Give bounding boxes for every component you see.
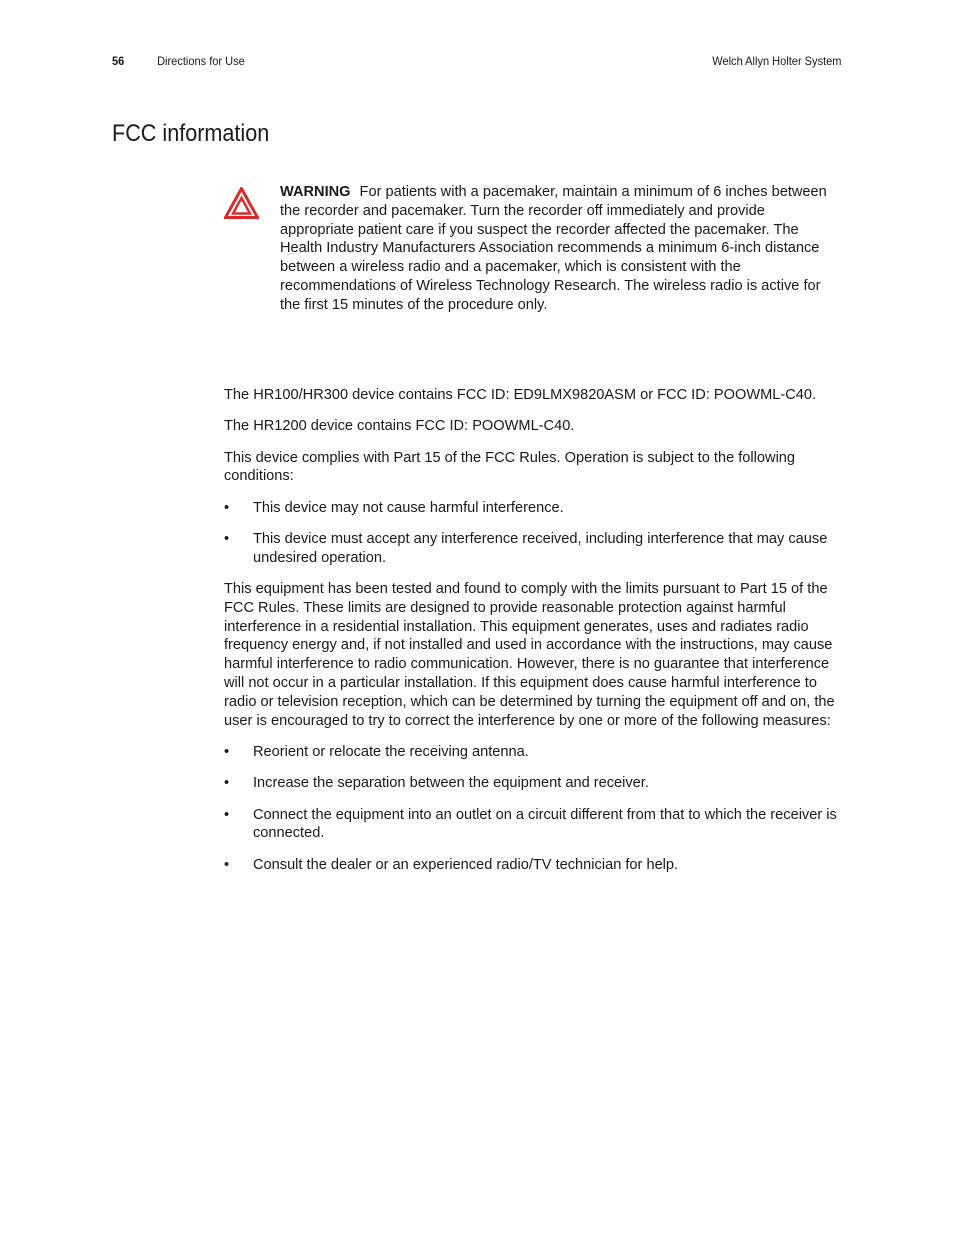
fcc-body (224, 386, 846, 887)
bullet-icon: • (224, 775, 230, 792)
interference-statement: This equipment has been tested and found to comply with the limits pursuant to Part 15 of the FCC Rules. These limits are designed to provide reasonable protection against harmful interference in a residential installation. This equipment generates, uses and radiates radio frequency energy and, if not installed and used in accordance with the instructions, may cause harmful interference to radio communication. However, there is no guarantee that interference will not occur in a particular installation. If this equipment does cause harmful interference to radio or television reception, which can be determined by turning the equipment off and on, the user is encouraged to try to correct the interference by one or more of the following measures: (224, 581, 835, 729)
fcc-id-hr100-hr300: The HR100/HR300 device contains FCC ID: ED9LMX9820ASM or FCC ID: POOWML-C40. (224, 387, 817, 403)
bullet-icon: • (224, 499, 230, 516)
list-item: • This device must accept any interference received, including interference that may cause undesired operation. (224, 530, 828, 566)
list-item: • Increase the separation between the equipment and receiver. (224, 775, 649, 792)
page-number: 56 (112, 54, 125, 68)
bullet-icon: • (224, 806, 230, 823)
list-item: • Connect the equipment into an outlet on a circuit different from that to which the receiver is connected. (224, 806, 837, 842)
fcc-id-hr1200: The HR1200 device contains FCC ID: POOWML-C40. (224, 418, 575, 435)
warning-label: WARNING (280, 184, 351, 200)
page-title: FCC information (112, 120, 270, 147)
bullet-icon: • (224, 530, 230, 547)
list-item: • Consult the dealer or an experienced radio/TV technician for help. (224, 856, 679, 873)
bullet-icon: • (224, 743, 230, 760)
list-item: • This device may not cause harmful interference. (224, 499, 564, 516)
page-header (112, 52, 783, 70)
warning-message: For patients with a pacemaker, maintain a minimum of 6 inches between the recorder and pacemaker. Turn the recorder off immediately and provide appropriate patient care if you suspect the recorder affected the pacemaker. The Health Industry Manufacturers Association recommends a minimum 6-inch distance between a wireless radio and a pacemaker, which is consistent with the recommendations of Wireless Technology Research. The wireless radio is active for the first 15 minutes of the procedure only. (280, 184, 827, 313)
conditions-list (224, 499, 846, 568)
measures-list (224, 743, 846, 874)
header-section-title: Directions for Use (157, 54, 245, 68)
warning-text (280, 183, 840, 315)
header-product-name: Welch Allyn Holter System (711, 54, 841, 68)
hazard-triangle-icon (224, 187, 259, 219)
list-item: • Reorient or relocate the receiving antenna. (224, 743, 529, 760)
bullet-icon: • (224, 856, 230, 873)
compliance-statement: This device complies with Part 15 of the FCC Rules. Operation is subject to the following conditions: (224, 449, 796, 485)
